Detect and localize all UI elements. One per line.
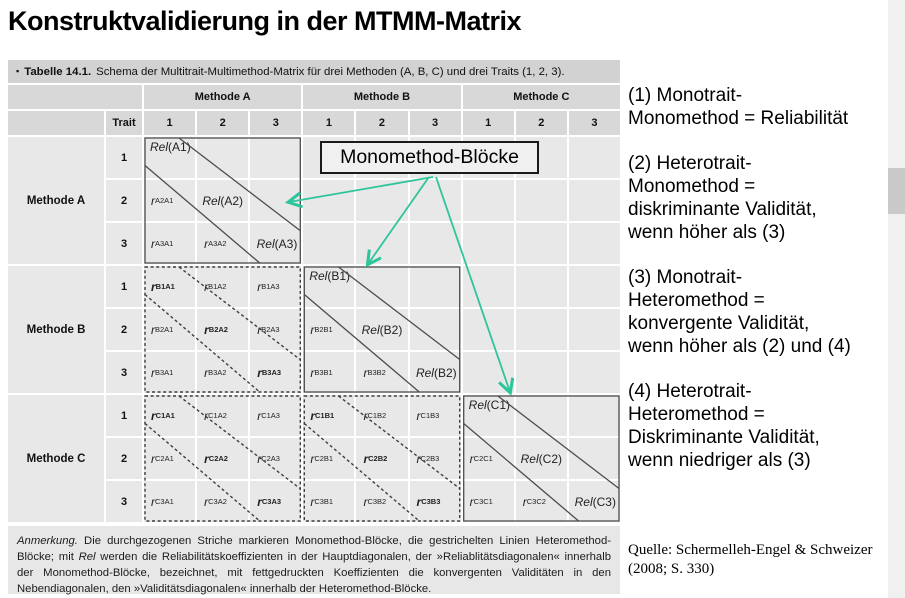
legend-line: (4) Heterotrait- — [628, 381, 752, 402]
matrix-cell-r-C2B2: r C2B2 — [356, 438, 407, 479]
source-line-2: (2008; S. 330) — [628, 561, 715, 577]
matrix-cell-r-B2A2: r B2A2 — [197, 309, 248, 350]
legend-line: (3) Monotrait- — [628, 267, 743, 288]
matrix-cell-r-B3A1: r B3A1 — [144, 352, 195, 393]
table-caption-text: Schema der Multitrait-Multimethod-Matrix für drei Methoden (A, B, C) und drei Traits (1, 2, 3). — [96, 65, 565, 78]
matrix-cell-r-B1A1: r B1A1 — [144, 266, 195, 307]
matrix-cell-r-C1B2: r C1B2 — [356, 395, 407, 436]
header-blank-top — [8, 85, 142, 109]
page-title: Konstruktvalidierung in der MTMM-Matrix — [8, 6, 522, 36]
matrix-cell-r-B2A3: r B2A3 — [250, 309, 301, 350]
matrix-cell-r-C2A3: r C2A3 — [250, 438, 301, 479]
matrix-cell-empty — [516, 309, 567, 350]
matrix-cell-r-C3B3: r C3B3 — [410, 481, 461, 522]
header-trait-num: 3 — [250, 111, 301, 135]
header-trait-num: 2 — [516, 111, 567, 135]
header-trait-num: 1 — [144, 111, 195, 135]
header-methode-a: Methode A — [144, 85, 301, 109]
header-trait-num: 1 — [303, 111, 354, 135]
legend-line: wenn niedriger als (3) — [628, 450, 811, 471]
matrix-cell-r-C3B1: r C3B1 — [303, 481, 354, 522]
row-group-label-c: Methode C — [8, 395, 104, 522]
matrix-cell-empty — [516, 223, 567, 264]
matrix-cell-rel-C2: Rel (C2) — [516, 438, 567, 479]
matrix-cell-r-B1A2: r B1A2 — [197, 266, 248, 307]
matrix-cell-empty — [569, 223, 620, 264]
matrix-cell-r-A3A2: r A3A2 — [197, 223, 248, 264]
row-trait-number: 3 — [106, 352, 142, 393]
legend-paragraph-1 — [628, 84, 894, 130]
legend-line: Diskriminante Validität, — [628, 427, 820, 448]
matrix-cell-empty — [516, 266, 567, 307]
header-trait-num: 1 — [463, 111, 514, 135]
matrix-cell-r-B1A3: r B1A3 — [250, 266, 301, 307]
matrix-cell-rel-B2: Rel (B2) — [356, 309, 407, 350]
matrix-cell-r-C1B1: r C1B1 — [303, 395, 354, 436]
matrix-cell-empty — [463, 352, 514, 393]
matrix-cell-empty — [569, 395, 620, 436]
table-caption — [8, 60, 620, 83]
source-citation — [628, 541, 873, 579]
scrollbar-thumb[interactable] — [888, 168, 905, 214]
scrollbar-track[interactable] — [888, 0, 905, 598]
matrix-cell-rel-C3: Rel (C3) — [569, 481, 620, 522]
matrix-cell-empty — [569, 438, 620, 479]
legend-line: (2) Heterotrait- — [628, 153, 752, 174]
row-trait-number: 1 — [106, 266, 142, 307]
note-part1: Die durchgezogenen Striche markieren Monomethod-Blöcke, die gestrichelten Linien Heteromethod-Blöcke; mit — [17, 535, 611, 564]
legend-line: (1) Monotrait- — [628, 85, 743, 106]
legend-line: wenn höher als (2) und (4) — [628, 336, 851, 357]
matrix-cell-rel-A2: Rel (A2) — [197, 180, 248, 221]
legend-paragraph-2 — [628, 152, 894, 244]
header-methode-b: Methode B — [303, 85, 460, 109]
header-trait-num: 3 — [410, 111, 461, 135]
legend-line: Monomethod = — [628, 176, 756, 197]
matrix-cell-r-C1A2: r C1A2 — [197, 395, 248, 436]
matrix-cell-r-C1A1: r C1A1 — [144, 395, 195, 436]
matrix-cell-r-C2B1: r C2B1 — [303, 438, 354, 479]
matrix-cell-empty — [410, 266, 461, 307]
matrix-cell-r-C1A3: r C1A3 — [250, 395, 301, 436]
matrix-cell-empty — [569, 180, 620, 221]
matrix-cell-r-A2A1: r A2A1 — [144, 180, 195, 221]
legend-line: wenn höher als (3) — [628, 222, 786, 243]
header-trait-num: 2 — [197, 111, 248, 135]
matrix-cell-r-A3A1: r A3A1 — [144, 223, 195, 264]
legend-paragraph-3 — [628, 266, 894, 358]
matrix-cell-empty — [463, 223, 514, 264]
note-label: Anmerkung. — [17, 535, 78, 547]
matrix-cell-empty — [356, 180, 407, 221]
matrix-cell-r-C3C1: r C3C1 — [463, 481, 514, 522]
header-trait: Trait — [106, 111, 142, 135]
row-trait-number: 2 — [106, 180, 142, 221]
matrix-cell-r-B3B1: r B3B1 — [303, 352, 354, 393]
legend-paragraph-4 — [628, 380, 894, 472]
row-trait-number: 3 — [106, 481, 142, 522]
matrix-cell-r-C2C1: r C2C1 — [463, 438, 514, 479]
note-part2: werden die Reliabilitätskoeffizienten in der Hauptdiagonalen, der »Reliablitätsdiagonalen« innerhalb der Monomethod-Blöcke, bezeichnet, mit fettgedruckten Koeffizienten die konvergenten Validitäten in den Nebendiagonalen, den »Validitätsdiagonalen« innerhalb der Heteromethod-Blöcke. — [17, 551, 611, 596]
matrix-cell-empty — [569, 309, 620, 350]
row-trait-number: 3 — [106, 223, 142, 264]
matrix-cell-empty — [569, 266, 620, 307]
header-blank-trait — [8, 111, 104, 135]
row-trait-number: 2 — [106, 309, 142, 350]
matrix-cell-empty — [569, 352, 620, 393]
header-methode-c: Methode C — [463, 85, 620, 109]
matrix-cell-empty — [463, 180, 514, 221]
table-bullet-icon: ▪ — [16, 66, 20, 76]
matrix-cell-empty — [356, 266, 407, 307]
matrix-cell-r-B3A3: r B3A3 — [250, 352, 301, 393]
matrix-cell-rel-B2: Rel (B2) — [410, 352, 461, 393]
row-trait-number: 1 — [106, 395, 142, 436]
row-group-label-b: Methode B — [8, 266, 104, 393]
note-rel-word: Rel — [78, 551, 96, 564]
matrix-cell-r-C3A3: r C3A3 — [250, 481, 301, 522]
matrix-cell-r-C1B3: r C1B3 — [410, 395, 461, 436]
monomethod-blocks-label: Monomethod-Blöcke — [320, 141, 539, 174]
matrix-cell-r-C2B3: r C2B3 — [410, 438, 461, 479]
matrix-cell-empty — [197, 137, 248, 178]
matrix-cell-empty — [410, 309, 461, 350]
matrix-cell-r-C3A1: r C3A1 — [144, 481, 195, 522]
matrix-cell-rel-C1: Rel (C1) — [463, 395, 514, 436]
matrix-cell-empty — [516, 352, 567, 393]
source-line-1: Quelle: Schermelleh-Engel & Schweizer — [628, 542, 873, 558]
matrix-cell-rel-A3: Rel (A3) — [250, 223, 301, 264]
matrix-cell-rel-B1: Rel (B1) — [303, 266, 354, 307]
matrix-cell-empty — [250, 180, 301, 221]
legend — [628, 84, 894, 494]
header-trait-num: 3 — [569, 111, 620, 135]
matrix-cell-empty — [569, 137, 620, 178]
matrix-cell-r-C3C2: r C3C2 — [516, 481, 567, 522]
row-trait-number: 1 — [106, 137, 142, 178]
matrix-cell-r-C3A2: r C3A2 — [197, 481, 248, 522]
matrix-cell-r-B2A1: r B2A1 — [144, 309, 195, 350]
matrix-cell-empty — [463, 309, 514, 350]
matrix-cell-empty — [463, 266, 514, 307]
matrix-cell-empty — [356, 223, 407, 264]
table-note — [8, 526, 620, 594]
matrix-cell-rel-A1: Rel (A1) — [144, 137, 195, 178]
matrix-cell-empty — [410, 180, 461, 221]
matrix-cell-r-B3B2: r B3B2 — [356, 352, 407, 393]
matrix-cell-r-C3B2: r C3B2 — [356, 481, 407, 522]
matrix-cell-empty — [516, 395, 567, 436]
matrix-cell-empty — [303, 223, 354, 264]
matrix-cell-r-B3A2: r B3A2 — [197, 352, 248, 393]
legend-line: konvergente Validität, — [628, 313, 810, 334]
matrix-cell-r-C2A1: r C2A1 — [144, 438, 195, 479]
matrix-cell-empty — [516, 180, 567, 221]
matrix-cell-empty — [250, 137, 301, 178]
legend-line: Monomethod = Reliabilität — [628, 108, 849, 129]
matrix-cell-empty — [303, 180, 354, 221]
legend-line: Heteromethod = — [628, 290, 765, 311]
header-trait-num: 2 — [356, 111, 407, 135]
legend-line: Heteromethod = — [628, 404, 765, 425]
table-caption-label: Tabelle 14.1. — [24, 65, 92, 78]
row-group-label-a: Methode A — [8, 137, 104, 264]
matrix-cell-r-C2A2: r C2A2 — [197, 438, 248, 479]
legend-line: diskriminante Validität, — [628, 199, 817, 220]
matrix-cell-empty — [410, 223, 461, 264]
matrix-cell-r-B2B1: r B2B1 — [303, 309, 354, 350]
row-trait-number: 2 — [106, 438, 142, 479]
